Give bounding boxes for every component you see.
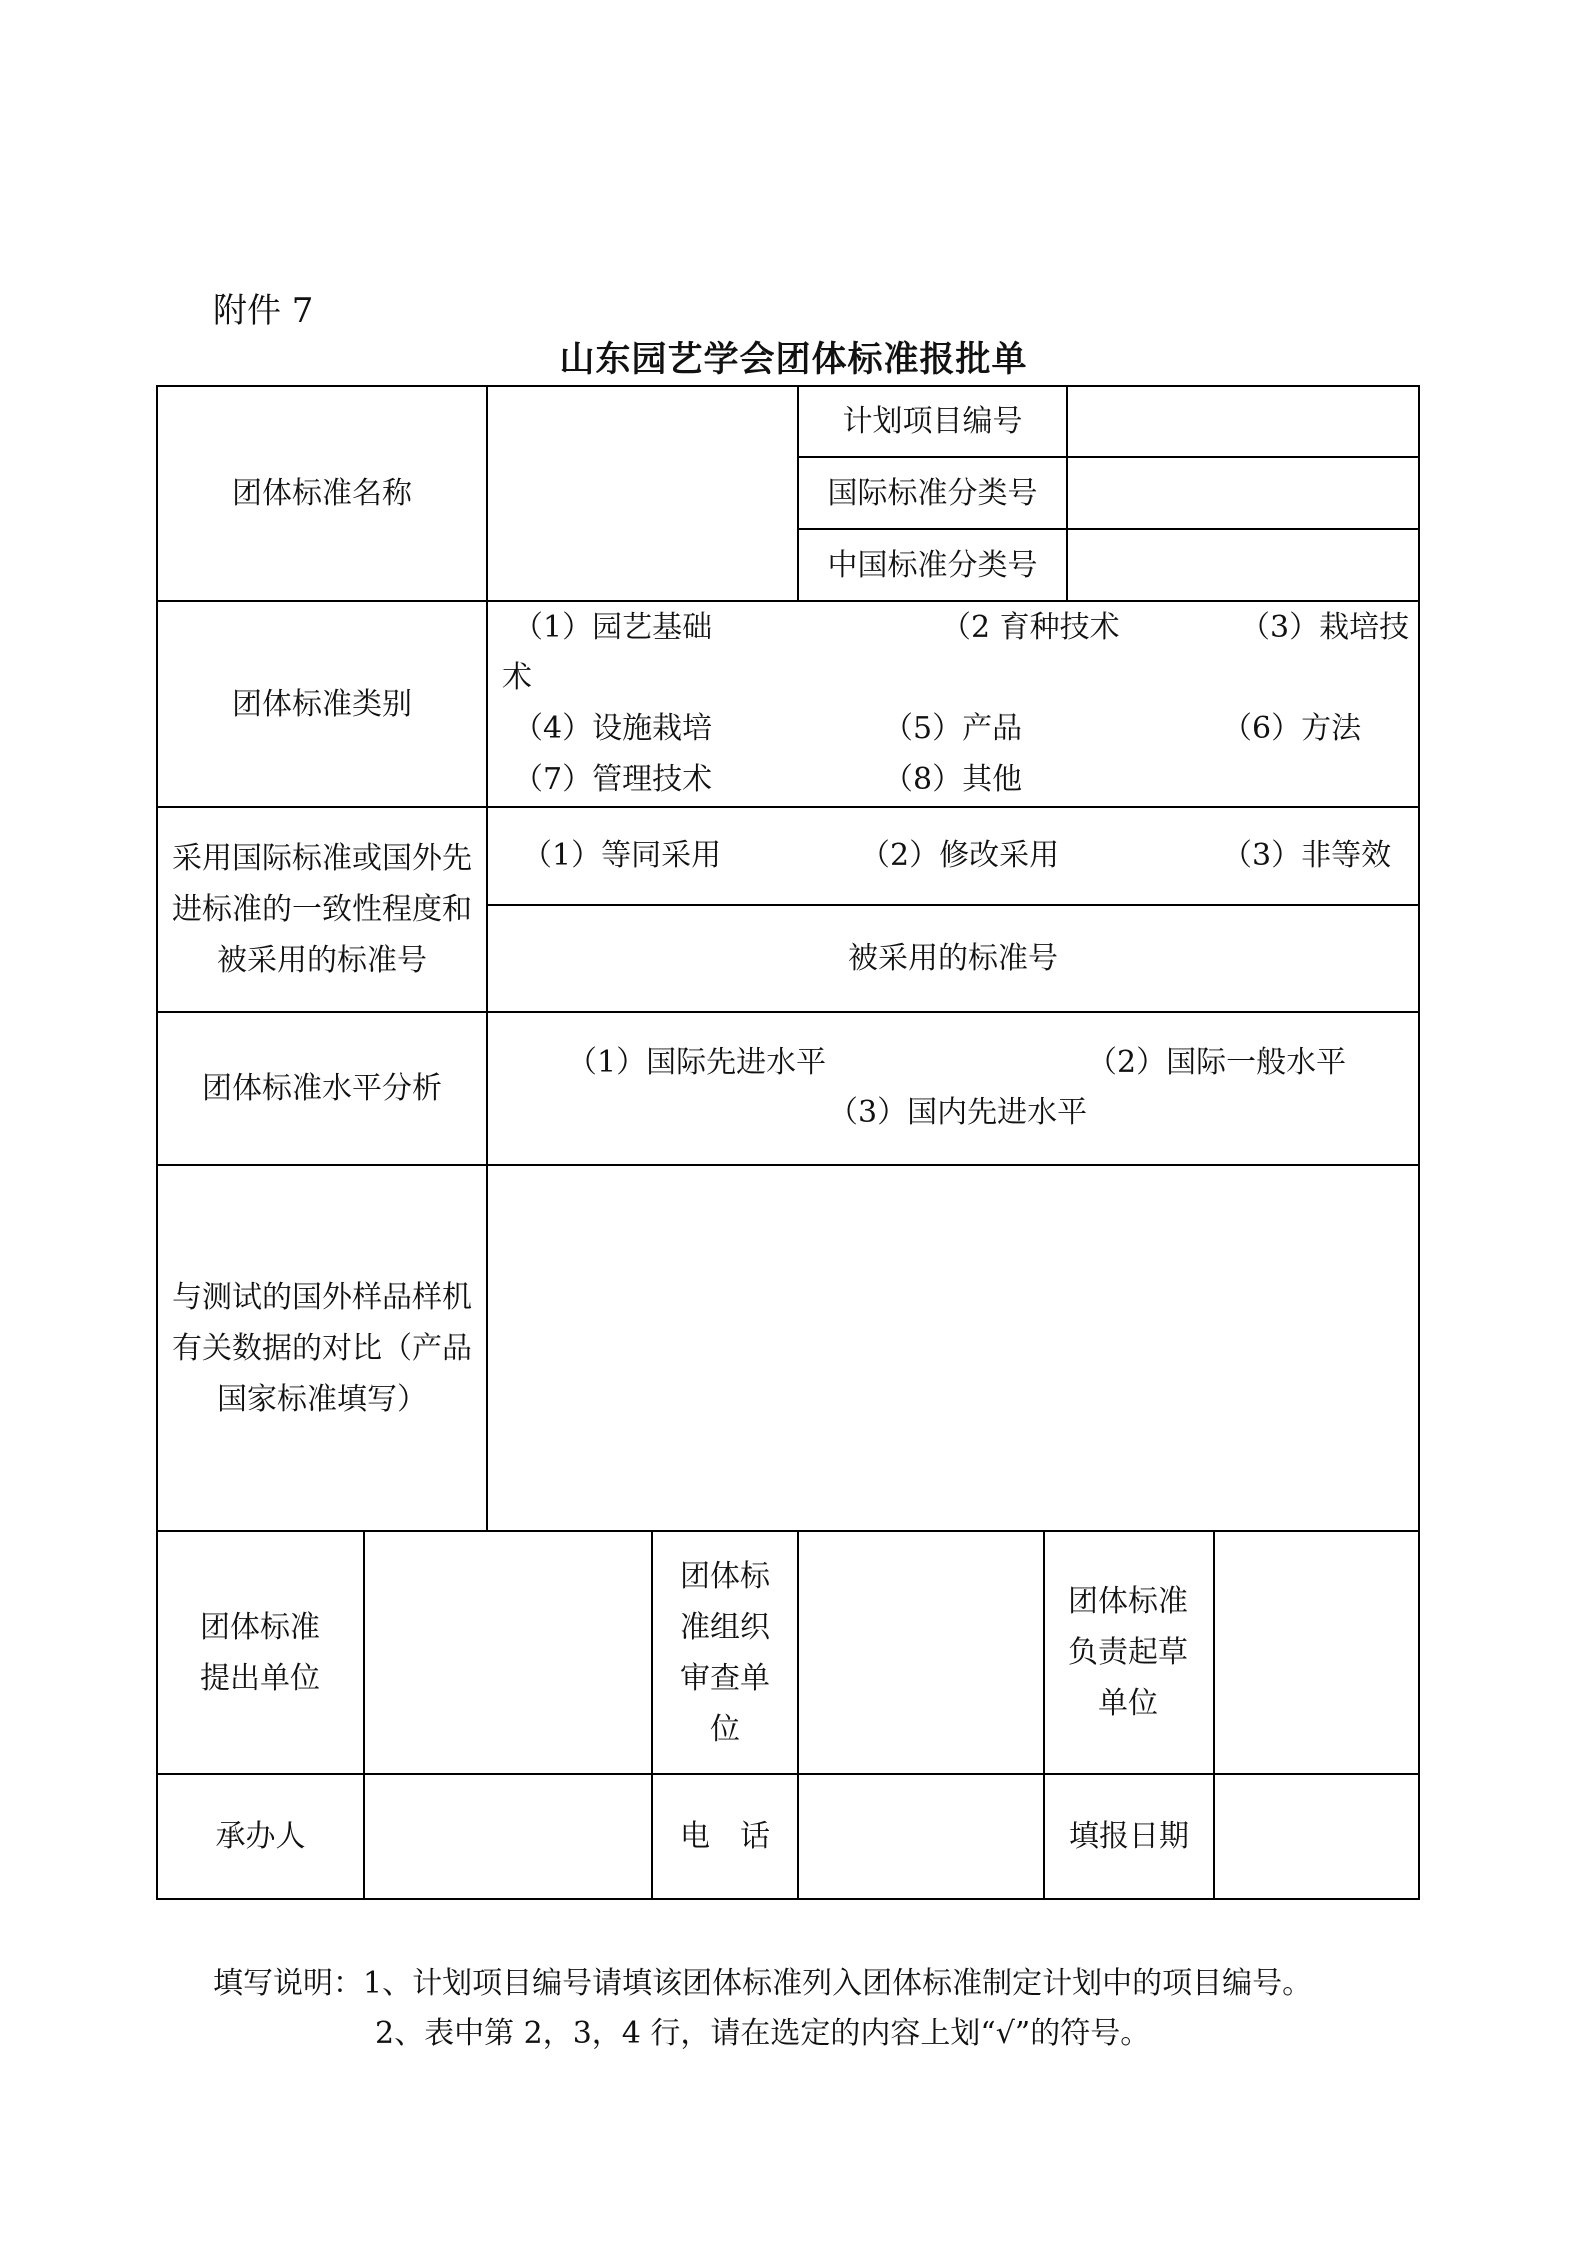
phone-label: 电 话 <box>680 1819 770 1854</box>
proposer-unit-field[interactable] <box>365 1532 651 1773</box>
adopted-standard-no-label: 被采用的标准号 <box>848 941 1058 976</box>
level-option-2[interactable]: （2）国际一般水平 <box>1087 1045 1347 1080</box>
handler-label: 承办人 <box>215 1819 306 1854</box>
category-option-4[interactable]: （4）设施栽培 <box>513 711 713 746</box>
level-option-3[interactable]: （3）国内先进水平 <box>828 1095 1088 1130</box>
category-option-7[interactable]: （7）管理技术 <box>513 762 713 797</box>
cn-class-no-label: 中国标准分类号 <box>827 547 1038 583</box>
category-option-2[interactable]: （2 育种技术 <box>941 610 1120 645</box>
standard-name-value-field[interactable] <box>488 387 797 600</box>
reviewer-unit-label: 团体标准组织审查单位 <box>680 1558 770 1747</box>
category-option-3[interactable]: （3）栽培技 <box>1240 610 1410 645</box>
handler-field[interactable] <box>365 1775 651 1898</box>
adoption-option-1[interactable]: （1）等同采用 <box>522 838 722 873</box>
page-title: 山东园艺学会团体标准报批单 <box>559 339 1028 380</box>
category-option-8[interactable]: （8）其他 <box>883 762 1023 797</box>
intl-class-no-field[interactable] <box>1068 458 1418 528</box>
attachment-label: 附件 7 <box>213 291 314 331</box>
level-option-1[interactable]: （1）国际先进水平 <box>567 1045 827 1080</box>
cn-class-no-field[interactable] <box>1068 530 1418 600</box>
fill-instruction-2: 2、表中第 2，3，4 行，请在选定的内容上划“√”的符号。 <box>375 2016 1151 2051</box>
standard-name-label: 团体标准名称 <box>232 476 412 511</box>
category-option-6[interactable]: （6）方法 <box>1222 711 1362 746</box>
plan-project-no-field[interactable] <box>1068 387 1418 456</box>
fill-date-label: 填报日期 <box>1069 1819 1189 1854</box>
category-option-3-wrap[interactable]: 术 <box>502 660 532 695</box>
adoption-label: 采用国际标准或国外先进标准的一致性程度和被采用的标准号 <box>172 841 472 978</box>
comparison-label: 与测试的国外样品样机有关数据的对比（产品国家标准填写） <box>172 1279 472 1417</box>
reviewer-unit-field[interactable] <box>799 1532 1043 1773</box>
comparison-field[interactable] <box>488 1166 1418 1530</box>
adoption-option-3[interactable]: （3）非等效 <box>1222 838 1392 873</box>
proposer-unit-label: 团体标准提出单位 <box>200 1609 320 1696</box>
drafter-unit-label: 团体标准负责起草单位 <box>1068 1584 1188 1721</box>
level-analysis-label: 团体标准水平分析 <box>202 1071 442 1106</box>
drafter-unit-field[interactable] <box>1215 1532 1418 1773</box>
fill-date-field[interactable] <box>1215 1775 1418 1898</box>
fill-instruction-1: 填写说明：1、计划项目编号请填该团体标准列入团体标准制定计划中的项目编号。 <box>213 1966 1313 2001</box>
category-option-5[interactable]: （5）产品 <box>883 711 1023 746</box>
category-label: 团体标准类别 <box>232 686 412 722</box>
category-option-1[interactable]: （1）园艺基础 <box>513 610 713 645</box>
phone-field[interactable] <box>799 1775 1043 1898</box>
plan-project-no-label: 计划项目编号 <box>842 404 1023 439</box>
intl-class-no-label: 国际标准分类号 <box>827 475 1038 511</box>
adoption-option-2[interactable]: （2）修改采用 <box>860 838 1060 873</box>
